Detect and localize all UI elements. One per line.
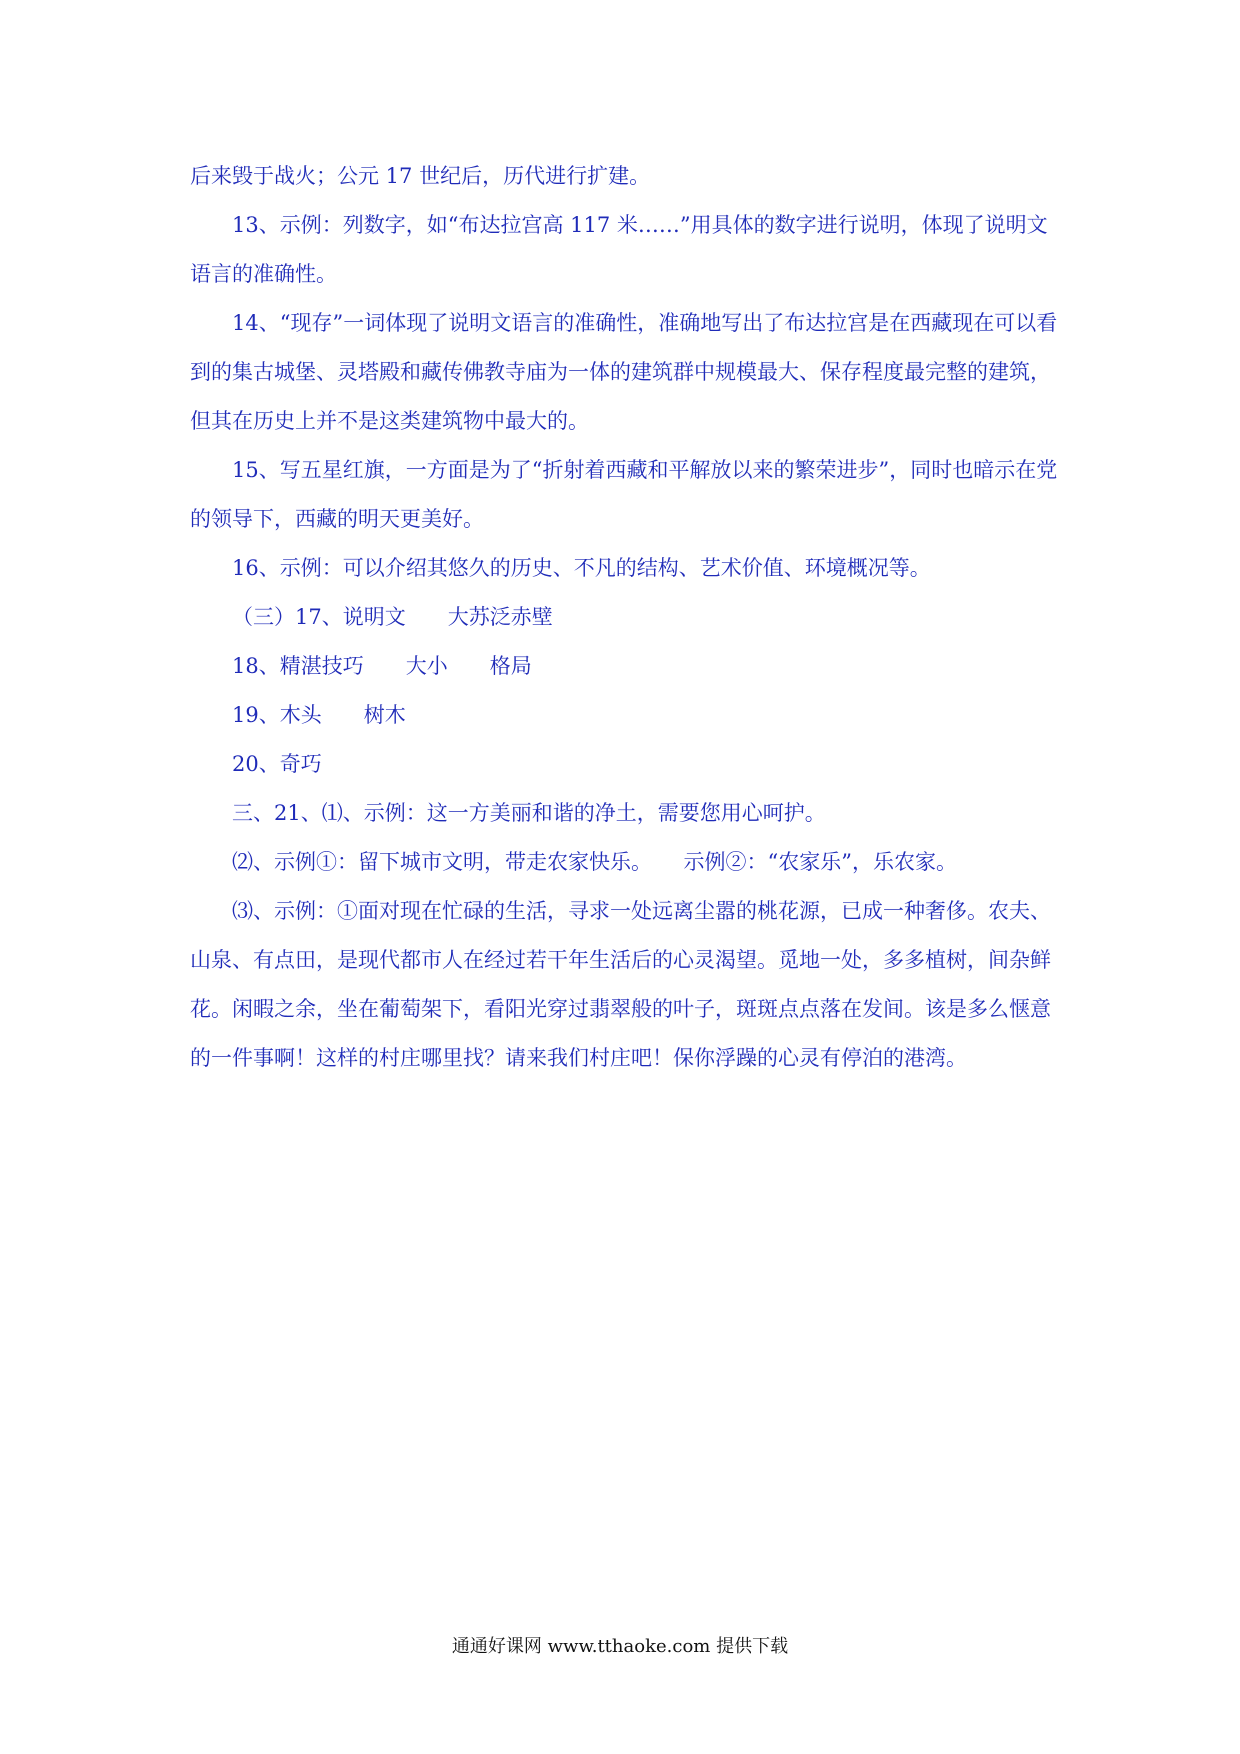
answer-15: 15、写五星红旗，一方面是为了“折射着西藏和平解放以来的繁荣进步”，同时也暗示在党的领导下，西藏的明天更美好。 — [190, 458, 1058, 531]
answer-16: 16、示例：可以介绍其悠久的历史、不凡的结构、艺术价值、环境概况等。 — [232, 556, 931, 580]
answer-21-part-2: ⑵、示例①：留下城市文明，带走农家快乐。 示例②：“农家乐”，乐农家。 — [232, 850, 957, 874]
answer-14: 14、“现存”一词体现了说明文语言的准确性，准确地写出了布达拉宫是在西藏现在可以看到的集古城堡、灵塔殿和藏传佛教寺庙为一体的建筑群中规模最大、保存程度最完整的建筑，但其在历史上并不是这类建筑物中最大的。 — [190, 311, 1058, 433]
answer-21-part-1: 三、21、⑴、示例：这一方美丽和谐的净土，需要您用心呵护。 — [232, 801, 826, 825]
answer-13: 13、示例：列数字，如“布达拉宫高 117 米……”用具体的数字进行说明，体现了说明文语言的准确性。 — [190, 213, 1048, 286]
answer-19: 19、木头 树木 — [232, 703, 406, 727]
answer-17: （三）17、说明文 大苏泛赤壁 — [232, 605, 553, 629]
answer-21-part-3: ⑶、示例：①面对现在忙碌的生活，寻求一处远离尘嚣的桃花源，已成一种奢侈。农夫、山泉、有点田，是现代都市人在经过若干年生活后的心灵渴望。觅地一处，多多植树，间杂鲜花。闲暇之余，坐在葡萄架下，看阳光穿过翡翠般的叶子，斑斑点点落在发间。该是多么惬意的一件事啊！这样的村庄哪里找？请来我们村庄吧！保你浮躁的心灵有停泊的港湾。 — [190, 899, 1051, 1070]
answer-line-12-continued: 后来毁于战火；公元 17 世纪后，历代进行扩建。 — [190, 164, 651, 188]
answer-section — [190, 152, 1060, 1083]
answer-20: 20、奇巧 — [232, 752, 322, 776]
answer-18: 18、精湛技巧 大小 格局 — [232, 654, 532, 678]
page-footer: 通通好课网 www.tthaoke.com 提供下载 — [451, 1636, 789, 1657]
